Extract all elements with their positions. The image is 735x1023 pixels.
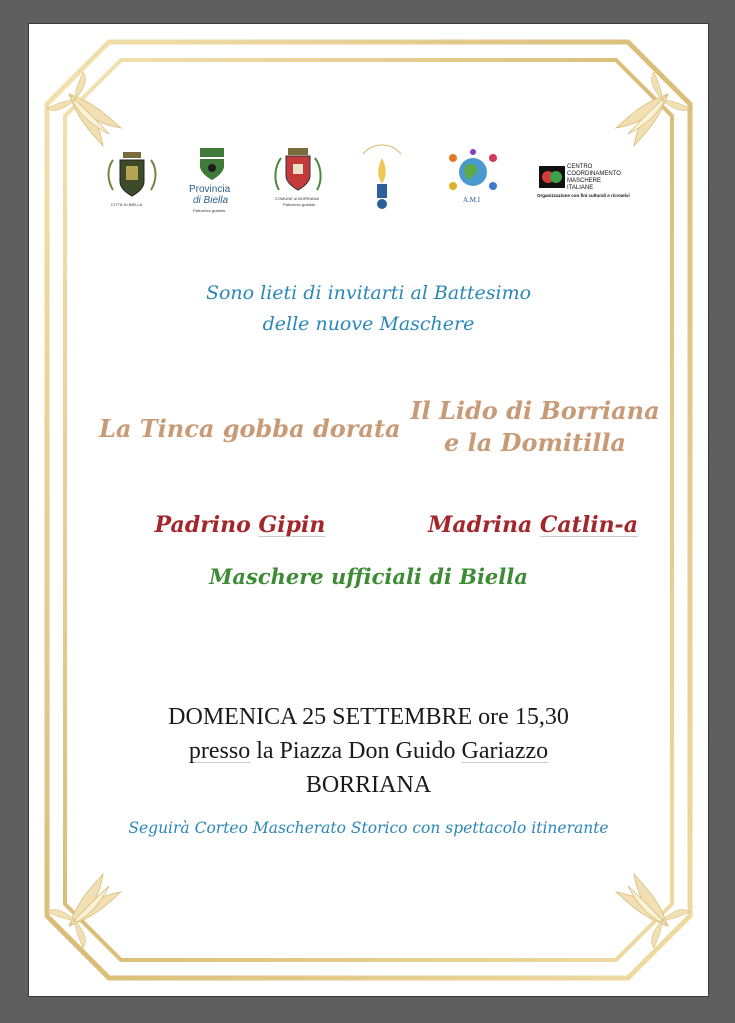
- padrino: [125, 512, 355, 538]
- invite-line-1: Sono lieti di invitarti al Battesimo: [205, 282, 532, 304]
- logo-ccmi-line3: MASCHERE: [567, 178, 602, 184]
- logo-ccmi-line2: COORDINAMENTO: [567, 171, 621, 177]
- logo-ccmi-line1: CENTRO: [567, 164, 593, 170]
- logo-provincia-sub: Patrocinio gratuito: [193, 208, 226, 213]
- lily-ornament-top-left: [47, 72, 121, 146]
- padrino-name: Gipin: [258, 512, 326, 538]
- event-place-name: Gariazzo: [461, 738, 549, 764]
- lantern-icon: [357, 140, 407, 212]
- event-date-line: DOMENICA 25 SETTEMBRE ore 15,30: [168, 704, 569, 730]
- event-town: BORRIANA: [305, 772, 432, 798]
- event-place-prefix: presso: [188, 738, 251, 764]
- logo-ami: [443, 148, 503, 214]
- logo-ami-label: A.M.I: [463, 196, 481, 204]
- logo-borriana-sub: Patrocinio gratuito: [283, 202, 316, 207]
- followup-line: Seguirà Corteo Mascherato Storico con spettacolo itinerante: [128, 819, 609, 837]
- logo-ccmi-line4: ITALIANE: [567, 185, 594, 191]
- province-emblem-icon: [185, 146, 239, 182]
- mask-name-right-line-2: e la Domitilla: [444, 428, 626, 457]
- logo-borriana-label: COMUNE di BORRIANA: [275, 196, 320, 201]
- logo-citta-biella: [105, 150, 159, 214]
- logo-provincia-line1: Provincia: [189, 184, 231, 195]
- lily-ornament-top-right: [616, 72, 690, 146]
- logo-citta-biella-label: CITTÀ DI BIELLA: [111, 202, 143, 207]
- theatre-masks-icon: [539, 166, 565, 188]
- coat-of-arms-icon: [105, 150, 159, 202]
- event-place-middle: la Piazza Don Guido: [250, 738, 462, 764]
- invitation-page: [29, 24, 708, 996]
- logo-lantern-association: [357, 140, 407, 212]
- mask-name-left: La Tinca gobba dorata: [99, 414, 401, 443]
- padrino-label: Padrino: [154, 512, 251, 538]
- official-masks-line: Maschere ufficiali di Biella: [209, 564, 528, 589]
- lily-ornament-bottom-left: [47, 874, 121, 948]
- logo-comune-borriana: [271, 146, 325, 210]
- lily-ornament-bottom-right: [616, 874, 690, 948]
- logo-provincia-line2: di Biella: [193, 195, 229, 206]
- madrina: [413, 512, 653, 538]
- madrina-name: Catlin-a: [539, 512, 638, 538]
- event-place-line: [29, 738, 708, 765]
- town-crest-icon: [271, 146, 325, 196]
- invite-line-2: delle nuove Maschere: [262, 313, 475, 335]
- mask-name-right-line-1: Il Lido di Borriana: [410, 396, 660, 425]
- logo-ccmi: [537, 164, 653, 200]
- logo-provincia-biella: [185, 146, 239, 216]
- logo-ccmi-tagline: Organizzazione con fini culturali e ricreativi: [537, 193, 630, 198]
- madrina-label: Madrina: [428, 512, 533, 538]
- globe-icon: [443, 148, 503, 196]
